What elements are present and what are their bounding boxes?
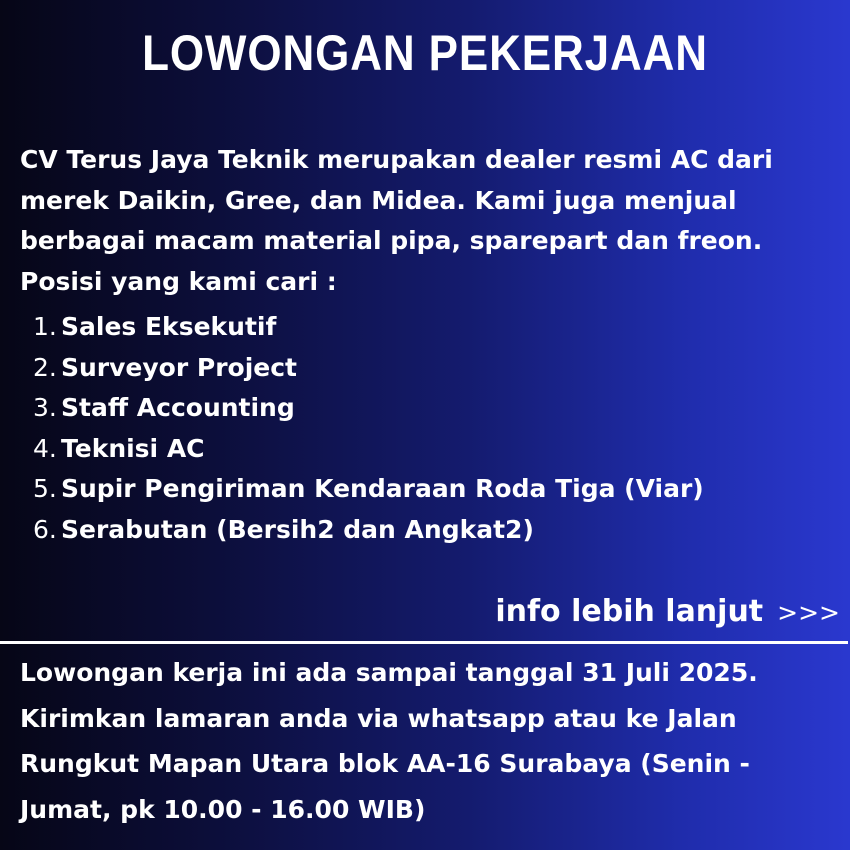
list-item	[33, 429, 704, 470]
position-label: Staff Accounting	[61, 393, 295, 423]
position-label: Teknisi AC	[61, 433, 205, 463]
position-label: Sales Eksekutif	[61, 312, 277, 341]
list-item	[33, 348, 704, 389]
page-title: LOWONGAN PEKERJAAN	[142, 25, 708, 81]
list-item	[33, 510, 704, 551]
positions-heading: Posisi yang kami cari :	[20, 266, 337, 296]
more-info-arrows: >>>	[777, 598, 840, 627]
more-info-label: info lebih lanjut	[495, 594, 764, 629]
list-number: 2.	[33, 352, 57, 382]
more-info	[495, 594, 840, 629]
list-number: 1.	[33, 312, 57, 341]
positions-list	[33, 307, 704, 551]
list-number: 4.	[33, 433, 57, 463]
company-description	[20, 140, 835, 302]
position-label: Supir Pengiriman Kendaraan Roda Tiga (Viar)	[61, 474, 704, 504]
list-item	[33, 388, 704, 429]
list-number: 3.	[33, 393, 57, 423]
footer-note: Lowongan kerja ini ada sampai tanggal 31 Juli 2025. Kirimkan lamaran anda via whatsapp atau ke Jalan Rungkut Mapan Utara blok AA-16 Surabaya (Senin - Jumat, pk 10.00 - 16.00 WIB)	[20, 658, 758, 824]
position-label: Surveyor Project	[61, 352, 298, 382]
list-number: 6.	[33, 514, 57, 544]
position-label: Serabutan (Bersih2 dan Angkat2)	[61, 514, 534, 544]
list-item	[33, 307, 704, 348]
list-number: 5.	[33, 474, 57, 504]
divider	[0, 641, 848, 644]
list-item	[33, 469, 704, 510]
intro-text: CV Terus Jaya Teknik merupakan dealer resmi AC dari merek Daikin, Gree, dan Midea. Kami juga menjual berbagai macam material pipa, sparepart dan freon.	[20, 145, 773, 255]
